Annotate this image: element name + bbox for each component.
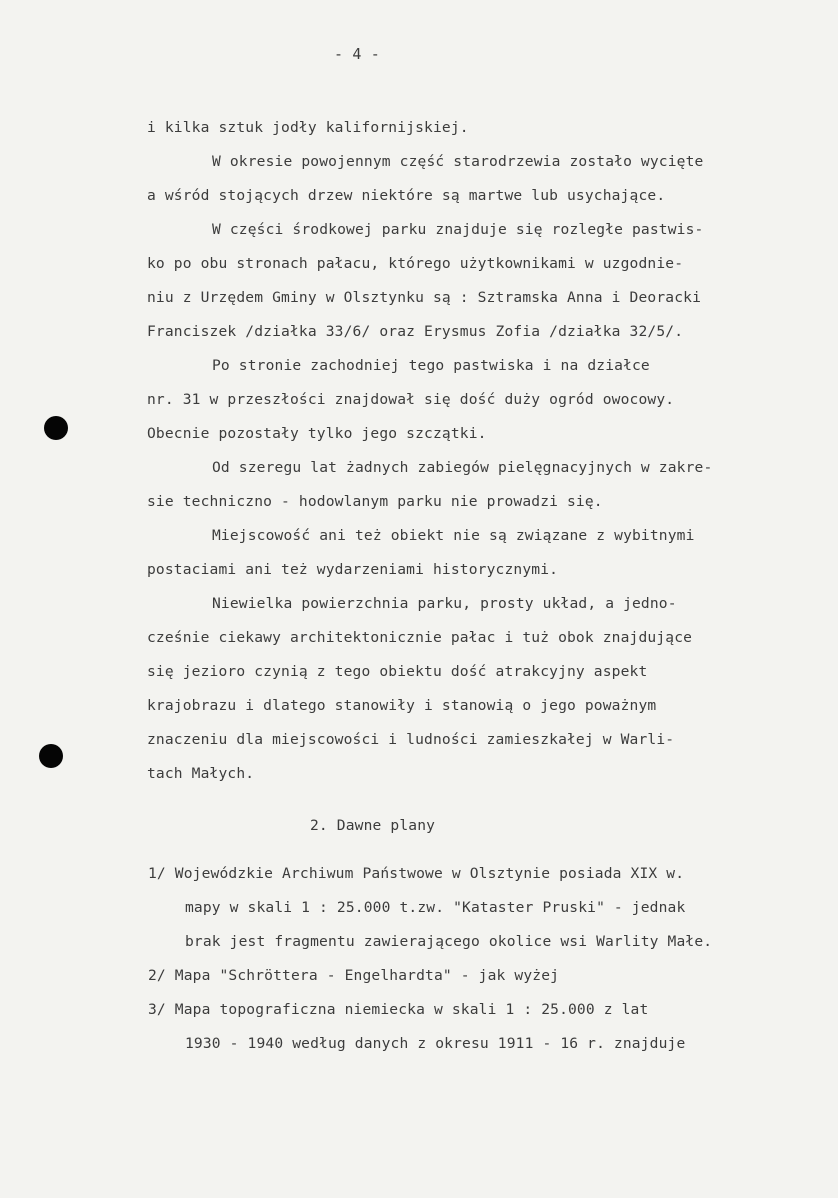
body-line: znaczeniu dla miejscowości i ludności zamieszkałej w Warli-: [147, 731, 675, 748]
body-line: Po stronie zachodniej tego pastwiska i na działce: [212, 357, 650, 374]
section-heading: 2. Dawne plany: [310, 817, 436, 834]
body-line: krajobrazu i dlatego stanowiły i stanowią o jego poważnym: [147, 697, 657, 714]
list-item: mapy w skali 1 : 25.000 t.zw. "Kataster Pruski" - jednak: [185, 899, 686, 916]
body-line: i kilka sztuk jodły kalifornijskiej.: [147, 119, 469, 136]
body-line: cześnie ciekawy architektonicznie pałac i tuż obok znajdujące: [147, 629, 693, 646]
list-item: 1/ Wojewódzkie Archiwum Państwowe w Olsztynie posiada XIX w.: [148, 865, 685, 882]
body-line: nr. 31 w przeszłości znajdował się dość duży ogród owocowy.: [147, 391, 675, 408]
punch-hole: [44, 416, 68, 440]
body-line: niu z Urzędem Gminy w Olsztynku są : Sztramska Anna i Deoracki: [147, 289, 702, 306]
body-line: Obecnie pozostały tylko jego szczątki.: [147, 425, 487, 442]
list-item: brak jest fragmentu zawierającego okolice wsi Warlity Małe.: [185, 933, 713, 950]
body-line: tach Małych.: [147, 765, 255, 782]
body-line: Niewielka powierzchnia parku, prosty układ, a jedno-: [212, 595, 677, 612]
list-item: 1930 - 1940 według danych z okresu 1911 - 16 r. znajduje: [185, 1035, 686, 1052]
body-line: a wśród stojących drzew niektóre są martwe lub usychające.: [147, 187, 666, 204]
body-line: sie techniczno - hodowlanym parku nie prowadzi się.: [147, 493, 603, 510]
body-line: W części środkowej parku znajduje się rozległe pastwis-: [212, 221, 704, 238]
body-line: się jezioro czynią z tego obiektu dość atrakcyjny aspekt: [147, 663, 648, 680]
list-item: 2/ Mapa "Schröttera - Engelhardta" - jak wyżej: [148, 967, 560, 984]
body-line: ko po obu stronach pałacu, którego użytkownikami w uzgodnie-: [147, 255, 684, 272]
body-line: Od szeregu lat żadnych zabiegów pielęgnacyjnych w zakre-: [212, 459, 713, 476]
body-line: Miejscowość ani też obiekt nie są związane z wybitnymi: [212, 527, 695, 544]
body-line: W okresie powojennym część starodrzewia zostało wycięte: [212, 153, 704, 170]
punch-hole: [39, 744, 63, 768]
page-number: - 4 -: [334, 45, 380, 63]
list-item: 3/ Mapa topograficzna niemiecka w skali 1 : 25.000 z lat: [148, 1001, 649, 1018]
body-line: Franciszek /działka 33/6/ oraz Erysmus Zofia /działka 32/5/.: [147, 323, 684, 340]
body-line: postaciami ani też wydarzeniami historycznymi.: [147, 561, 559, 578]
